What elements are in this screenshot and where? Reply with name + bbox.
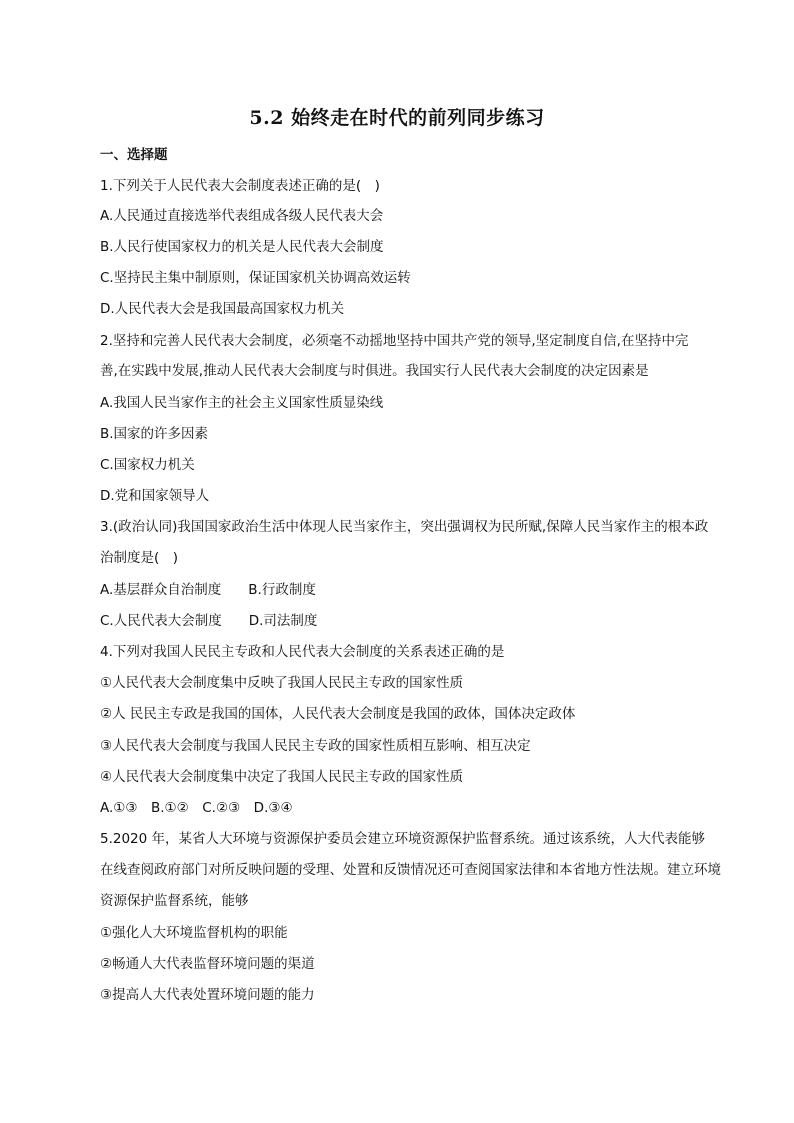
q3-stem-line2: 治制度是( ) — [100, 550, 179, 566]
q3-options-ab: A.基层群众自治制度 B.行政制度 — [100, 582, 316, 598]
q1-option-b: B.人民行使国家权力的机关是人民代表大会制度 — [100, 239, 384, 255]
page-title: 5.2 始终走在时代的前列同步练习 — [249, 107, 545, 129]
q2-option-a: A.我国人民当家作主的社会主义国家性质显染线 — [100, 395, 384, 411]
q5-statement-2: ②畅通人大代表监督环境问题的渠道 — [100, 956, 315, 972]
q2-stem-line2: 善,在实践中发展,推动人民代表大会制度与时俱进。我国实行人民代表大会制度的决定因素是 — [100, 363, 649, 379]
q4-statement-2: ②人 民民主专政是我国的国体，人民代表大会制度是我国的政体，国体决定政体 — [100, 706, 576, 722]
q5-stem-line3: 资源保护监督系统，能够 — [100, 893, 249, 909]
q4-statement-4: ④人民代表大会制度集中决定了我国人民民主专政的国家性质 — [100, 769, 464, 785]
q5-statement-3: ③提高人大代表处置环境问题的能力 — [100, 987, 315, 1003]
q3-options-cd: C.人民代表大会制度 D.司法制度 — [100, 613, 318, 629]
q1-stem: 1.下列关于人民代表大会制度表述正确的是( ) — [100, 178, 380, 194]
q1-option-d: D.人民代表大会是我国最高国家权力机关 — [100, 301, 345, 317]
q1-option-a: A.人民通过直接选举代表组成各级人民代表大会 — [100, 208, 384, 224]
q5-stem-line2: 在线查阅政府部门对所反映问题的受理、处置和反馈情况还可查阅国家法律和本省地方性法规。建立环境 — [100, 862, 721, 878]
q4-stem: 4.下列对我国人民民主专政和人民代表大会制度的关系表述正确的是 — [100, 644, 505, 660]
q1-option-c: C.坚持民主集中制原则，保证国家机关协调高效运转 — [100, 270, 411, 286]
section-heading: 一、选择题 — [100, 147, 168, 163]
q2-option-c: C.国家权力机关 — [100, 457, 195, 473]
q5-statement-1: ①强化人大环境监督机构的职能 — [100, 925, 288, 941]
q2-option-d: D.党和国家领导人 — [100, 488, 210, 504]
q2-stem-line1: 2.坚持和完善人民代表大会制度，必须毫不动摇地坚持中国共产党的领导,坚定制度自信,在坚持中完 — [100, 333, 689, 349]
q4-statement-1: ①人民代表大会制度集中反映了我国人民民主专政的国家性质 — [100, 675, 464, 691]
q4-options: A.①③ B.①② C.②③ D.③④ — [100, 800, 293, 816]
q4-statement-3: ③人民代表大会制度与我国人民民主专政的国家性质相互影响、相互决定 — [100, 738, 531, 754]
q2-option-b: B.国家的许多因素 — [100, 426, 209, 442]
q5-stem-line1: 5.2020 年，某省人大环境与资源保护委员会建立环境资源保护监督系统。通过该系统，人大代表能够 — [100, 831, 706, 847]
q3-stem-line1: 3.(政治认同)我国国家政治生活中体现人民当家作主，突出强调权为民所赋,保障人民当家作主的根本政 — [100, 519, 709, 535]
